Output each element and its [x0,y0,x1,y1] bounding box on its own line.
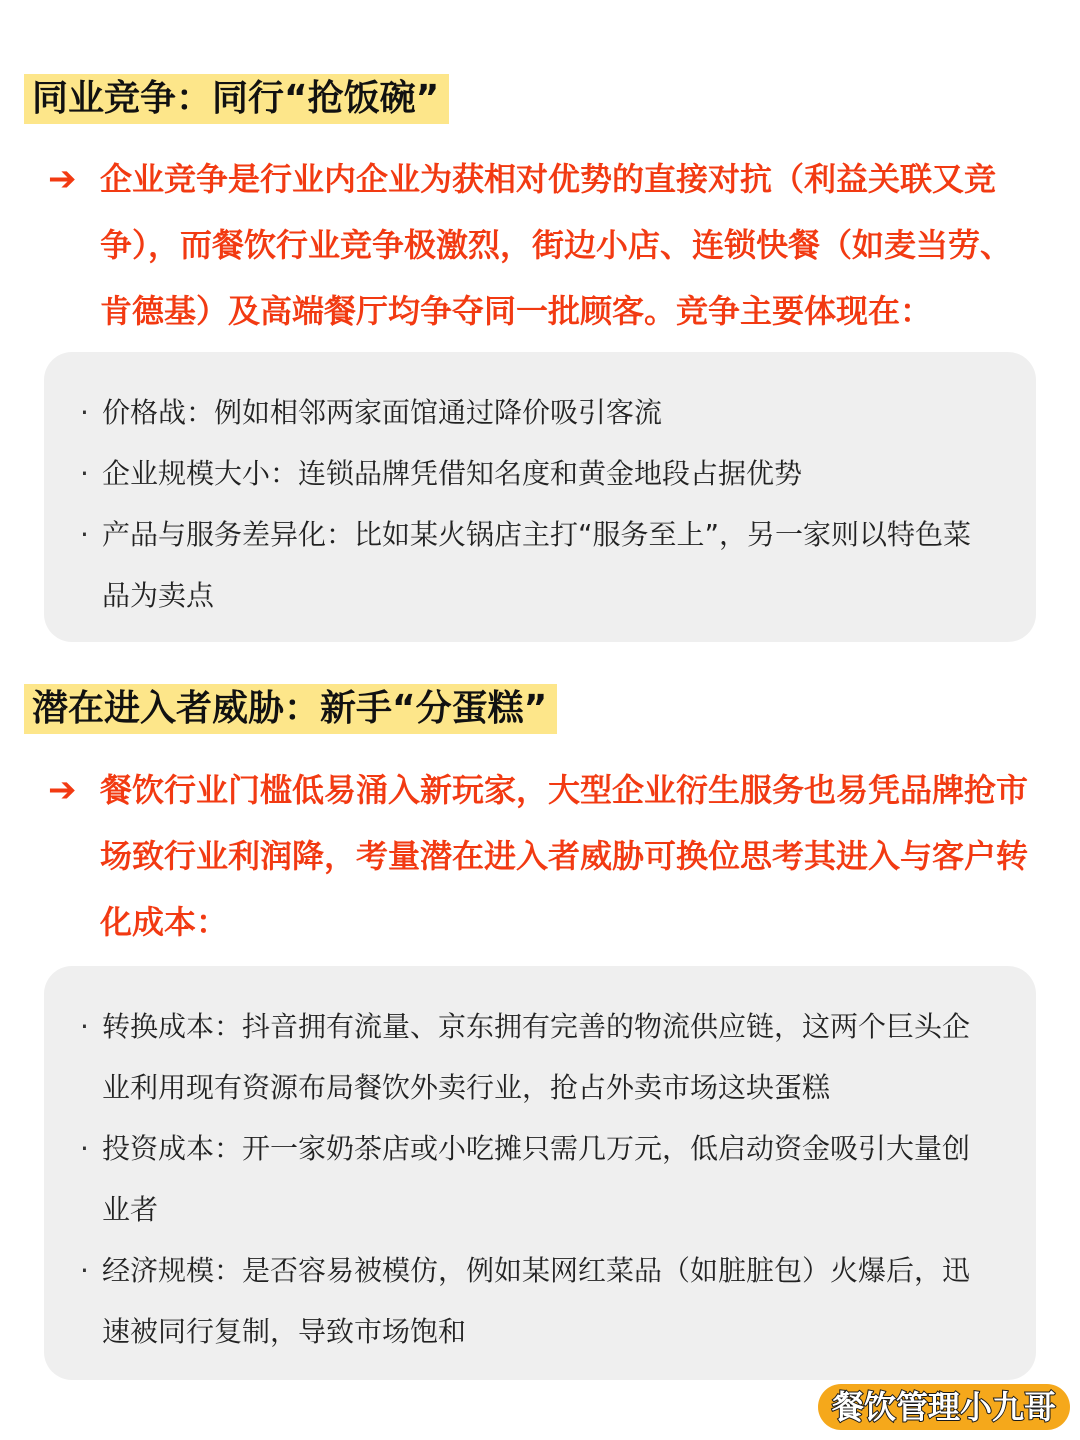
lead-text: 餐饮行业门槛低易涌入新玩家，大型企业衍生服务也易凭品牌抢市场致行业利润降，考量潜在进入者威胁可换位思考其进入与客户转化成本： [100,771,1029,941]
list-item [80,1240,996,1362]
list-item [80,1118,996,1240]
list-item-text: 价格战：例如相邻两家面馆通过降价吸引客流 [102,396,663,429]
arrow-right-icon: ➔ [48,159,77,199]
lead-text: 企业竞争是行业内企业为获相对优势的直接对抗（利益关联又竞争），而餐饮行业竞争极激烈，街边小店、连锁快餐（如麦当劳、肯德基）及高端餐厅均争夺同一批顾客。竞争主要体现在： [100,160,1013,330]
list-item-text: 企业规模大小：连锁品牌凭借知名度和黄金地段占据优势 [102,457,803,490]
section-heading-competition: 同业竞争：同行“抢饭碗” [24,74,449,124]
bullet-dot: · [80,1254,89,1287]
bullet-dot: · [80,1010,89,1043]
bullet-card-competition [44,352,1036,642]
bullet-card-new-entrants [44,966,1036,1380]
bullet-dot: · [80,518,89,551]
section-lead-new-entrants [48,757,1038,955]
brand-watermark: 餐饮管理小九哥 [818,1384,1070,1430]
bullet-dot: · [80,457,89,490]
list-item [80,504,996,626]
list-item [80,443,996,504]
list-item-text: 产品与服务差异化：比如某火锅店主打“服务至上”，另一家则以特色菜品为卖点 [102,518,972,612]
list-item-text: 经济规模：是否容易被模仿，例如某网红菜品（如脏脏包）火爆后，迅速被同行复制，导致市场饱和 [102,1254,971,1348]
list-item-text: 转换成本：抖音拥有流量、京东拥有完善的物流供应链，这两个巨头企业利用现有资源布局餐饮外卖行业，抢占外卖市场这块蛋糕 [102,1010,971,1104]
list-item [80,382,996,443]
list-item-text: 投资成本：开一家奶茶店或小吃摊只需几万元，低启动资金吸引大量创业者 [102,1132,971,1226]
list-item [80,996,996,1118]
section-lead-competition [48,146,1038,344]
bullet-dot: · [80,1132,89,1165]
section-heading-new-entrants: 潜在进入者威胁：新手“分蛋糕” [24,684,557,734]
bullet-dot: · [80,396,89,429]
arrow-right-icon: ➔ [48,770,77,810]
